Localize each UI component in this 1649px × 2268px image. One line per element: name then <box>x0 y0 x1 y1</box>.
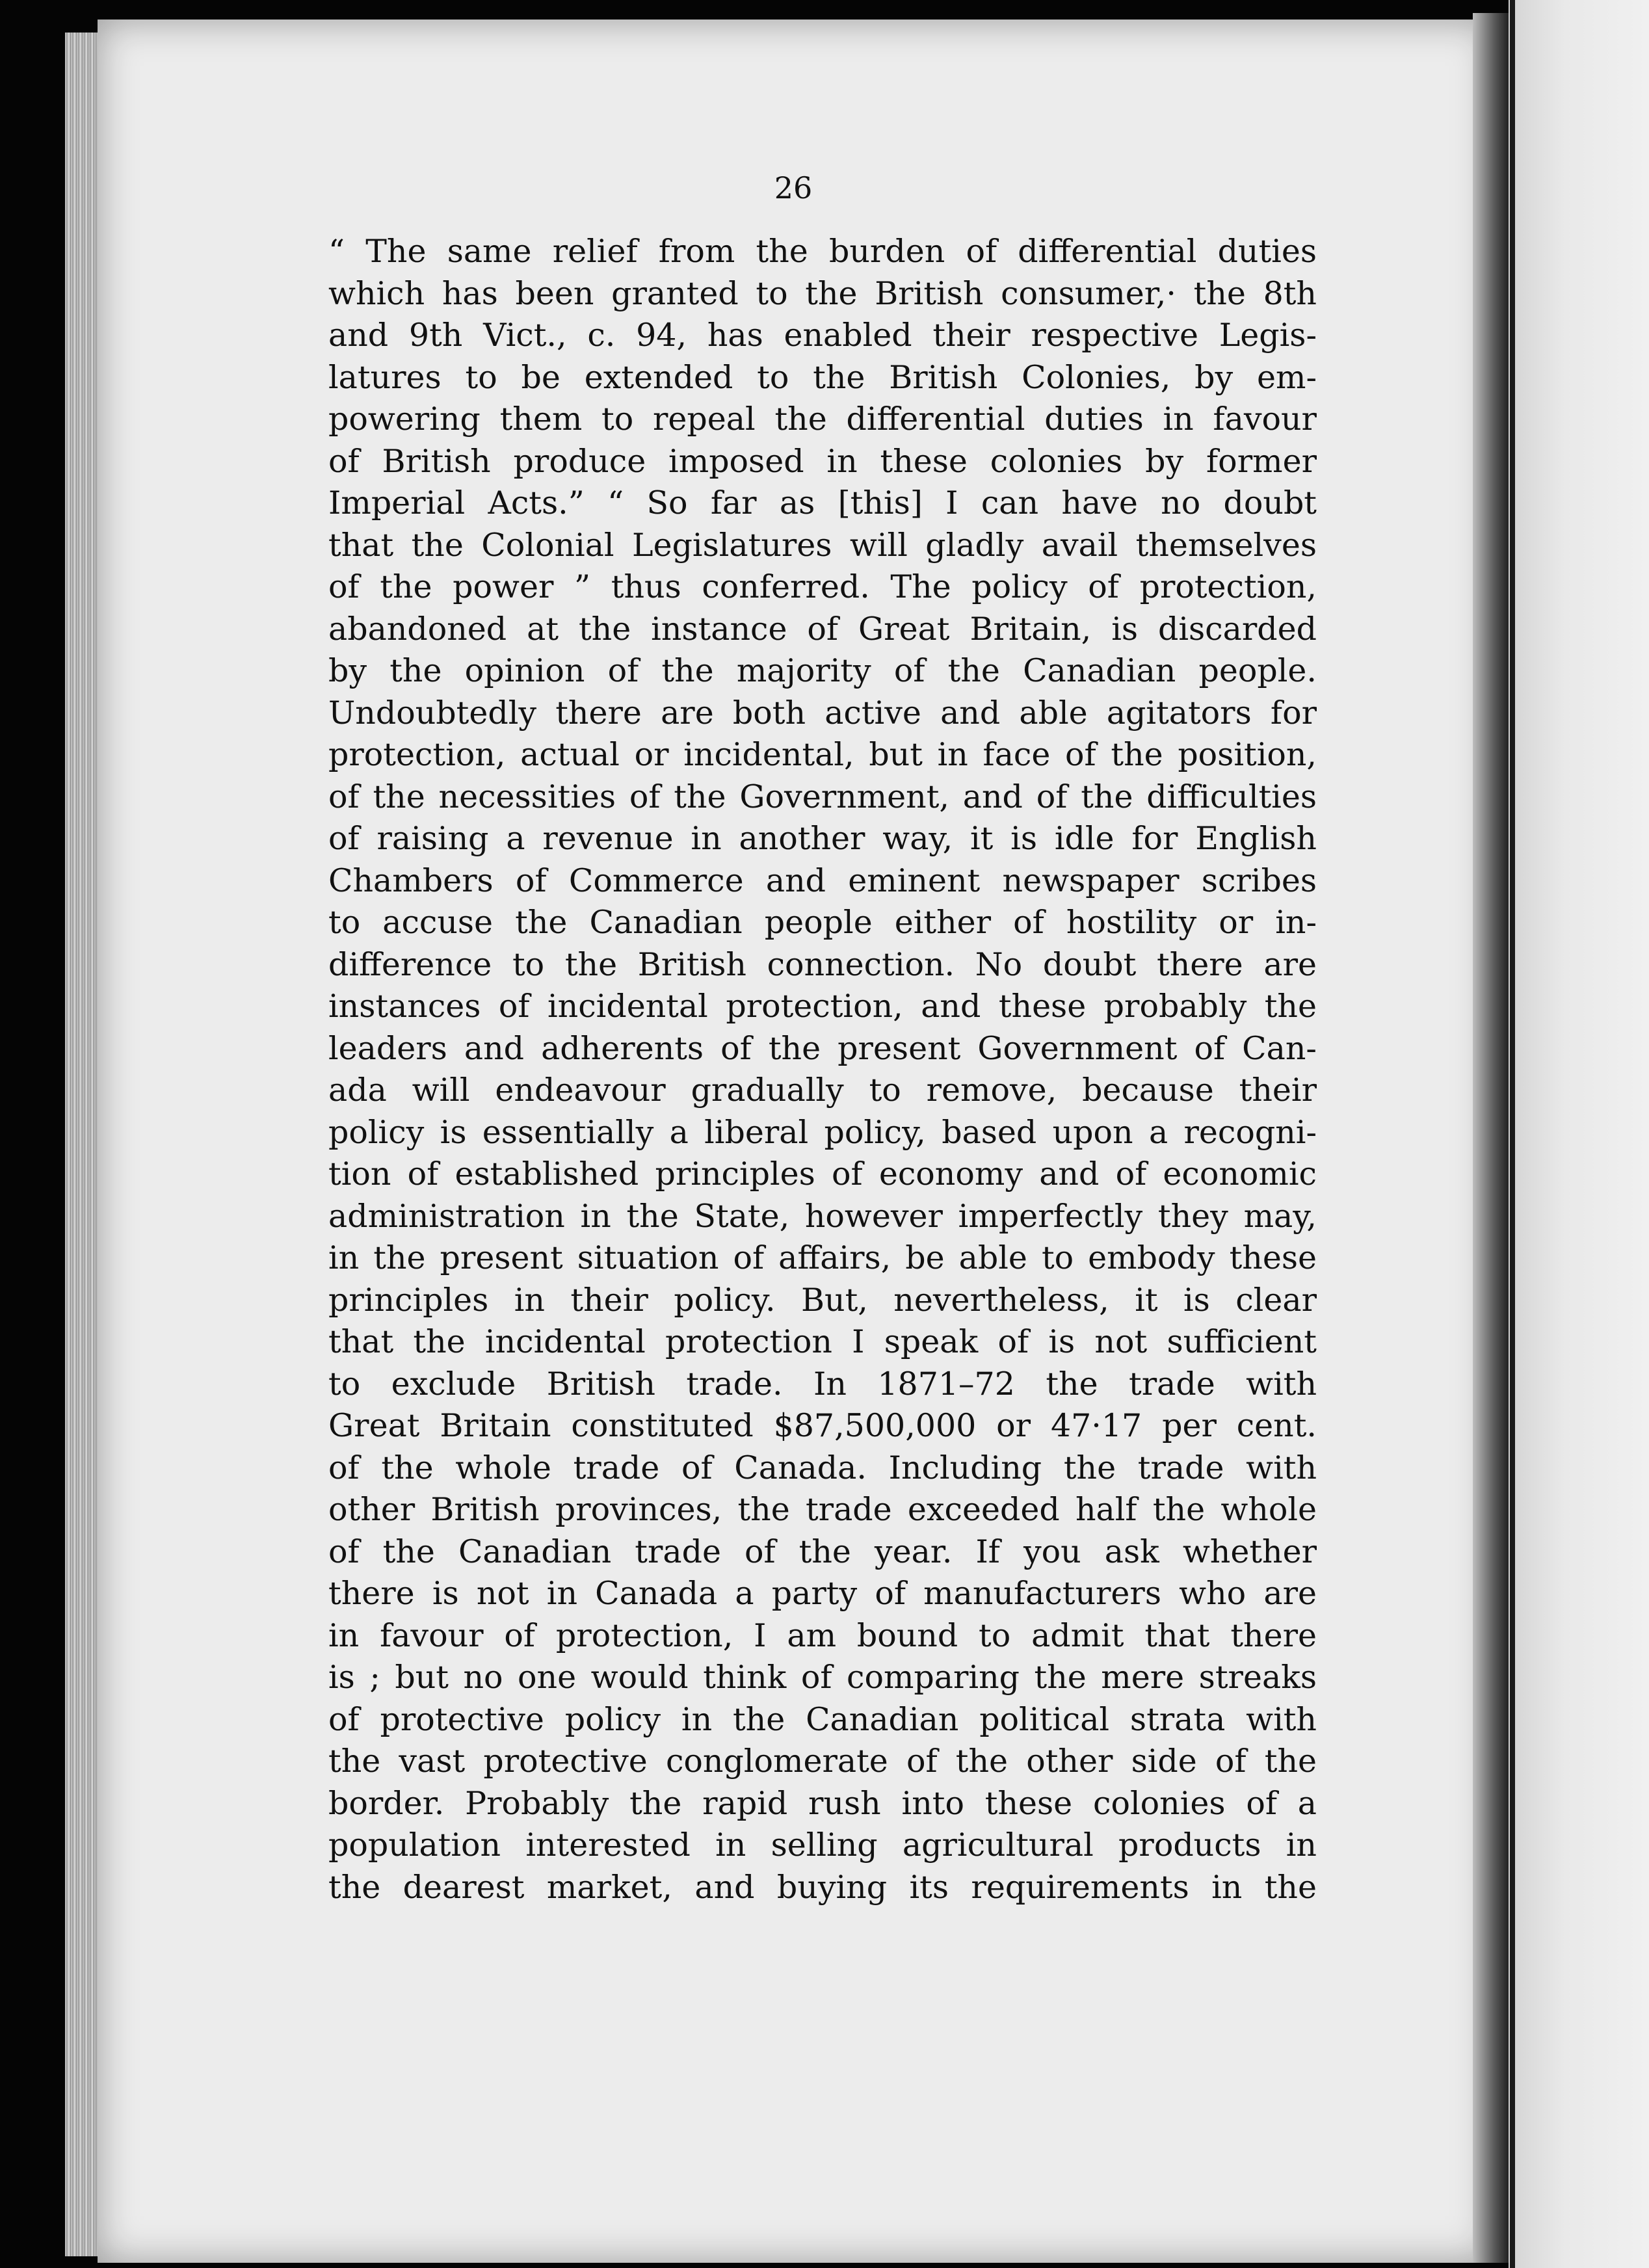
body-text <box>328 231 1317 1921</box>
text-line: other British provinces, the trade exceeded half the whole <box>328 1491 1317 1528</box>
text-line: abandoned at the instance of Great Britain, is discarded <box>328 610 1317 648</box>
text-line: Imperial Acts.” “ So far as [this] I can have no doubt <box>328 484 1317 521</box>
text-line: in favour of protection, I am bound to admit that there <box>328 1616 1317 1654</box>
text-line: and 9th Vict., c. 94, has enabled their respective Legis- <box>328 317 1317 354</box>
text-line: “ The same relief from the burden of differential duties <box>328 233 1317 270</box>
text-line: ada will endeavour gradually to remove, because their <box>328 1072 1317 1109</box>
text-line: to exclude British trade. In 1871–72 the trade with <box>328 1365 1317 1403</box>
text-line: instances of incidental protection, and these probably the <box>328 988 1317 1025</box>
text-line: of raising a revenue in another way, it is idle for English <box>328 820 1317 857</box>
text-line: the vast protective conglomerate of the other side of the <box>328 1743 1317 1780</box>
text-line: of the power ” thus conferred. The policy of protection, <box>328 568 1317 605</box>
text-line: that the Colonial Legislatures will gladly avail themselves <box>328 526 1317 564</box>
text-line: the dearest market, and buying its requirements in the <box>328 1868 1317 1906</box>
text-line: is ; but no one would think of comparing the mere streaks <box>328 1659 1317 1696</box>
text-line: there is not in Canada a party of manufacturers who are <box>328 1575 1317 1612</box>
text-line: Chambers of Commerce and eminent newspaper scribes <box>328 862 1317 899</box>
text-line: Undoubtedly there are both active and able agitators for <box>328 694 1317 732</box>
text-line: of the necessities of the Government, and of the difficulties <box>328 778 1317 815</box>
text-line: powering them to repeal the differential duties in favour <box>328 401 1317 438</box>
text-line: in the present situation of affairs, be able to embody these <box>328 1239 1317 1276</box>
text-line: of protective policy in the Canadian political strata with <box>328 1700 1317 1738</box>
text-line: population interested in selling agricultural products in <box>328 1826 1317 1864</box>
text-line: policy is essentially a liberal policy, based upon a recogni- <box>328 1113 1317 1151</box>
book-gutter <box>1473 13 1509 2263</box>
text-line: difference to the British connection. No doubt there are <box>328 945 1317 983</box>
text-line: tion of established principles of economy and of economic <box>328 1155 1317 1193</box>
text-line: of British produce imposed in these colonies by former <box>328 442 1317 480</box>
text-line: which has been granted to the British consumer,· the 8th <box>328 274 1317 312</box>
text-line: of the Canadian trade of the year. If you ask whether <box>328 1533 1317 1570</box>
facing-page-edge <box>1510 0 1515 2268</box>
text-line: Great Britain constituted $87,500,000 or 47·17 per cent. <box>328 1407 1317 1444</box>
text-line: to accuse the Canadian people either of hostility or in- <box>328 904 1317 941</box>
facing-page <box>1509 0 1649 2268</box>
text-line: principles in their policy. But, nevertheless, it is clear <box>328 1281 1317 1319</box>
text-line: administration in the State, however imperfectly they may, <box>328 1197 1317 1235</box>
text-line: leaders and adherents of the present Government of Can- <box>328 1029 1317 1067</box>
text-line: border. Probably the rapid rush into these colonies of a <box>328 1784 1317 1822</box>
text-line: by the opinion of the majority of the Canadian people. <box>328 652 1317 689</box>
text-line: protection, actual or incidental, but in face of the position, <box>328 736 1317 773</box>
page-number: 26 <box>774 170 813 205</box>
text-line: that the incidental protection I speak of is not sufficient <box>328 1323 1317 1360</box>
text-line: latures to be extended to the British Colonies, by em- <box>328 358 1317 396</box>
text-line: of the whole trade of Canada. Including the trade with <box>328 1449 1317 1486</box>
